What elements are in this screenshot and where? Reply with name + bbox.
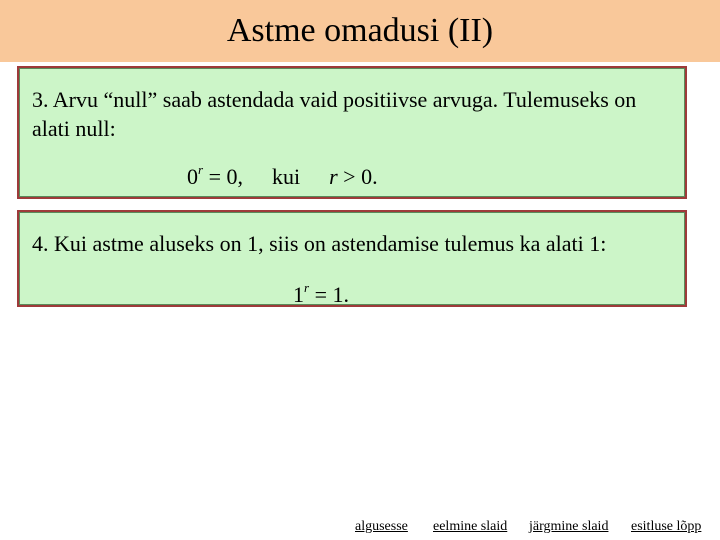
nav-prev-link[interactable]: eelmine slaid [433, 519, 508, 534]
property-3-formula [187, 157, 378, 190]
formula-condition-rel: > 0. [343, 164, 378, 189]
formula-condition-var: r [329, 164, 338, 189]
nav-end-link[interactable]: esitluse lõpp [631, 519, 702, 534]
property-box-4 [17, 210, 687, 307]
nav-next-link[interactable]: järgmine slaid [529, 519, 609, 534]
formula-base: 1 [293, 282, 304, 307]
property-box-3 [17, 66, 687, 199]
slide-title: Astme omadusi (II) [226, 12, 494, 49]
formula-base: 0 [187, 164, 198, 189]
formula-equals: = 0, [208, 164, 243, 189]
formula-equals: = 1. [314, 282, 349, 307]
formula-exponent: r [304, 280, 310, 295]
formula-exponent: r [198, 162, 204, 177]
property-4-text: 4. Kui astme aluseks on 1, siis on astendamise tulemus ka alati 1: [32, 231, 607, 256]
property-4-formula [293, 275, 349, 308]
title-bar [0, 0, 720, 62]
formula-connector: kui [271, 164, 301, 189]
nav-start-link[interactable]: algusesse [355, 519, 408, 534]
property-3-text: 3. Arvu “null” saab astendada vaid positiivse arvuga. Tulemuseks on alati null: [32, 87, 637, 141]
